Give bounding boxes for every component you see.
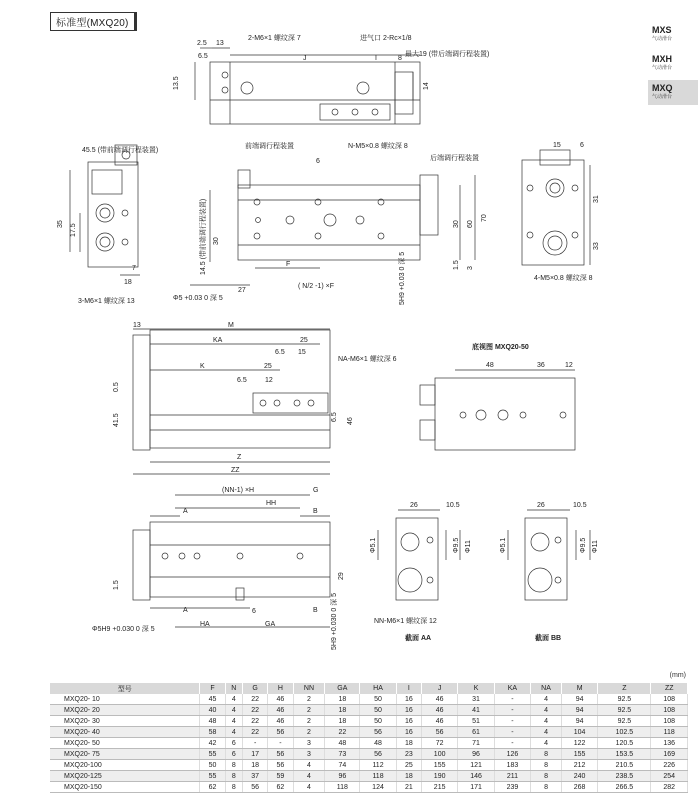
table-cell: 46 bbox=[268, 705, 293, 716]
dim-30b: 30 bbox=[453, 220, 460, 228]
table-cell-model: MXQ20-100 bbox=[50, 760, 200, 771]
dim-m-6-5: 6.5 bbox=[275, 349, 285, 356]
table-cell: 48 bbox=[200, 716, 225, 727]
table-cell: 56 bbox=[268, 760, 293, 771]
dim-aa-26: 26 bbox=[410, 502, 418, 509]
col-NA: NA bbox=[531, 683, 562, 694]
dim-13: 13 bbox=[216, 40, 224, 47]
table-cell: 50 bbox=[360, 716, 396, 727]
table-cell: 22 bbox=[243, 716, 268, 727]
dim-l-G: G bbox=[313, 487, 319, 494]
side-view-mid bbox=[113, 322, 397, 474]
table-cell: 6 bbox=[225, 749, 242, 760]
note-l-5h9: 5H9 +0.030 0 深 5 bbox=[331, 592, 338, 650]
table-cell: 4 bbox=[293, 760, 325, 771]
table-cell: - bbox=[494, 716, 530, 727]
dim-m-25b: 25 bbox=[264, 363, 272, 370]
note-m-na: NA-M6×1 螺纹深 6 bbox=[338, 356, 397, 363]
table-row bbox=[50, 760, 688, 771]
dim-r-15: 15 bbox=[553, 142, 561, 149]
table-cell: 238.5 bbox=[598, 771, 651, 782]
dim-m-41-5: 41.5 bbox=[113, 413, 120, 427]
table-cell: 3 bbox=[293, 749, 325, 760]
table-cell: - bbox=[494, 694, 530, 705]
table-cell: 239 bbox=[494, 782, 530, 793]
table-cell: 73 bbox=[325, 749, 360, 760]
col-M: M bbox=[561, 683, 597, 694]
tab-mxh-code: MXH bbox=[652, 54, 672, 64]
dim-1-5: 1.5 bbox=[453, 260, 460, 270]
section-bb-title: 截面 BB bbox=[535, 635, 562, 642]
table-cell: 136 bbox=[651, 738, 688, 749]
table-cell: 23 bbox=[396, 749, 421, 760]
table-cell-model: MXQ20-125 bbox=[50, 771, 200, 782]
table-row bbox=[50, 716, 688, 727]
dim-60: 60 bbox=[467, 220, 474, 228]
dim-J: J bbox=[303, 55, 307, 62]
table-row bbox=[50, 694, 688, 705]
table-cell: 18 bbox=[396, 771, 421, 782]
table-cell: 56 bbox=[268, 727, 293, 738]
table-cell: 254 bbox=[651, 771, 688, 782]
note-aa-nn: NN-M6×1 螺纹深 12 bbox=[374, 618, 437, 625]
table-cell: 104 bbox=[561, 727, 597, 738]
left-side-view bbox=[57, 145, 158, 305]
top-view bbox=[173, 33, 489, 124]
table-cell: 118 bbox=[360, 771, 396, 782]
dim-bb-phi11: Φ11 bbox=[592, 540, 599, 553]
table-cell: 92.5 bbox=[598, 705, 651, 716]
dim-aa-phi5-1: Φ5.1 bbox=[370, 537, 377, 553]
table-cell: 8 bbox=[225, 782, 242, 793]
dim-45-5: 45.5 (带前端调行程装置) bbox=[82, 147, 159, 154]
table-cell: 56 bbox=[243, 782, 268, 793]
table-cell: 3 bbox=[293, 738, 325, 749]
dim-r-31: 31 bbox=[593, 195, 600, 203]
table-cell: 4 bbox=[531, 705, 562, 716]
table-cell: 62 bbox=[268, 782, 293, 793]
table-cell: 62 bbox=[200, 782, 225, 793]
front-view bbox=[173, 141, 488, 305]
table-cell: 122 bbox=[561, 738, 597, 749]
table-cell: 16 bbox=[396, 694, 421, 705]
table-cell: 45 bbox=[200, 694, 225, 705]
table-row bbox=[50, 705, 688, 716]
tab-mxq-code: MXQ bbox=[652, 83, 673, 93]
table-cell: 74 bbox=[325, 760, 360, 771]
table-cell: 268 bbox=[561, 782, 597, 793]
dim-17-5: 17.5 bbox=[70, 223, 77, 237]
dim-F: F bbox=[286, 261, 291, 268]
table-cell: 18 bbox=[325, 694, 360, 705]
dim-l-B: B bbox=[313, 508, 318, 515]
section-aa bbox=[370, 502, 472, 642]
table-cell: 2 bbox=[293, 716, 325, 727]
dim-14-5: 14.5 (带前端调行程装置) bbox=[200, 198, 207, 275]
note-left-m6: 3-M6×1 螺纹深 13 bbox=[78, 298, 135, 305]
table-cell: 112 bbox=[360, 760, 396, 771]
table-cell: - bbox=[494, 705, 530, 716]
table-cell: 18 bbox=[325, 705, 360, 716]
table-cell: 46 bbox=[421, 694, 457, 705]
table-cell: 118 bbox=[651, 727, 688, 738]
table-cell: 153.5 bbox=[598, 749, 651, 760]
table-cell: 118 bbox=[325, 782, 360, 793]
table-cell: 51 bbox=[458, 716, 494, 727]
table-cell: 2 bbox=[293, 694, 325, 705]
dim-m-25: 25 bbox=[300, 337, 308, 344]
table-cell: 59 bbox=[268, 771, 293, 782]
table-cell: 46 bbox=[268, 716, 293, 727]
dim-8: 8 bbox=[398, 55, 402, 62]
table-cell: 56 bbox=[421, 727, 457, 738]
table-cell: 92.5 bbox=[598, 694, 651, 705]
tab-mxs-code: MXS bbox=[652, 25, 672, 35]
table-cell: 8 bbox=[531, 782, 562, 793]
table-cell: 6 bbox=[225, 738, 242, 749]
note-phi5: Φ5 +0.03 0 深 5 bbox=[173, 295, 223, 302]
dim-r-6: 6 bbox=[580, 142, 584, 149]
dim-bb-phi5-1: Φ5.1 bbox=[500, 537, 507, 553]
table-cell: 4 bbox=[531, 727, 562, 738]
table-cell-model: MXQ20- 10 bbox=[50, 694, 200, 705]
table-row bbox=[50, 771, 688, 782]
top-body bbox=[210, 62, 420, 124]
table-cell: 37 bbox=[243, 771, 268, 782]
dim-27: 27 bbox=[238, 287, 246, 294]
dim-35: 35 bbox=[57, 220, 64, 228]
table-cell: 4 bbox=[293, 771, 325, 782]
table-cell: 17 bbox=[243, 749, 268, 760]
table-cell-model: MXQ20- 50 bbox=[50, 738, 200, 749]
table-cell: 8 bbox=[225, 771, 242, 782]
table-cell: 50 bbox=[360, 694, 396, 705]
section-aa-title: 截面 AA bbox=[405, 635, 432, 642]
table-cell: 4 bbox=[225, 694, 242, 705]
table-cell: 4 bbox=[531, 716, 562, 727]
table-cell-model: MXQ20- 30 bbox=[50, 716, 200, 727]
note-n-formula: ( N/2 -1) ×F bbox=[298, 283, 334, 290]
table-cell: 121 bbox=[458, 760, 494, 771]
table-cell: 96 bbox=[325, 771, 360, 782]
table-cell: 48 bbox=[325, 738, 360, 749]
dim-6-front: 6 bbox=[316, 158, 320, 165]
dim-l-A: A bbox=[183, 508, 188, 515]
dim-m-46: 46 bbox=[347, 417, 354, 425]
table-cell: 40 bbox=[200, 705, 225, 716]
table-cell: 31 bbox=[458, 694, 494, 705]
table-cell: 190 bbox=[421, 771, 457, 782]
table-cell: 46 bbox=[421, 705, 457, 716]
table-cell: 210.5 bbox=[598, 760, 651, 771]
dim-l-B2: B bbox=[313, 607, 318, 614]
col-J: J bbox=[421, 683, 457, 694]
table-cell: 21 bbox=[396, 782, 421, 793]
table-cell: - bbox=[243, 738, 268, 749]
table-cell: 226 bbox=[651, 760, 688, 771]
table-cell: 41 bbox=[458, 705, 494, 716]
table-cell: 215 bbox=[421, 782, 457, 793]
dim-2-5: 2.5 bbox=[197, 40, 207, 47]
col-K: K bbox=[458, 683, 494, 694]
note-rear-adj: 后端调行程装置 bbox=[430, 155, 479, 162]
dim-l-29: 29 bbox=[338, 572, 345, 580]
table-cell: 96 bbox=[458, 749, 494, 760]
spec-table-header bbox=[50, 683, 688, 694]
col-KA: KA bbox=[494, 683, 530, 694]
table-row bbox=[50, 738, 688, 749]
top-port-hole bbox=[241, 82, 253, 94]
bottom-view-title: 底视图 MXQ20-50 bbox=[472, 344, 529, 351]
dim-bb-phi9-5: Φ9.5 bbox=[580, 537, 587, 553]
bottom-view bbox=[420, 342, 575, 450]
table-cell: 124 bbox=[360, 782, 396, 793]
table-row bbox=[50, 782, 688, 793]
table-cell: 16 bbox=[396, 727, 421, 738]
note-5h9: 5H9 +0.03 0 深 5 bbox=[399, 251, 406, 305]
tab-mxs-sub: 气动滑台 bbox=[652, 36, 673, 42]
dim-70: 70 bbox=[481, 214, 488, 222]
page-title: 标准型(MXQ20) bbox=[50, 12, 137, 31]
dim-m-6-5b: 6.5 bbox=[237, 377, 247, 384]
col-ZZ: ZZ bbox=[651, 683, 688, 694]
col-G: G bbox=[243, 683, 268, 694]
dim-l-HH: HH bbox=[266, 500, 277, 507]
dim-l-1-5: 1.5 bbox=[113, 580, 120, 590]
table-cell: 4 bbox=[225, 727, 242, 738]
dim-m-15: 15 bbox=[298, 349, 306, 356]
table-cell: 22 bbox=[243, 705, 268, 716]
table-cell: 25 bbox=[396, 760, 421, 771]
dim-l-A2: A bbox=[183, 607, 188, 614]
table-cell: 8 bbox=[531, 760, 562, 771]
table-cell: 108 bbox=[651, 705, 688, 716]
table-cell: 56 bbox=[360, 727, 396, 738]
col-model: 型号 bbox=[50, 683, 200, 694]
dim-14: 14 bbox=[423, 82, 430, 90]
dim-13-5: 13.5 bbox=[173, 76, 180, 90]
table-cell: 55 bbox=[200, 749, 225, 760]
table-cell: 18 bbox=[396, 738, 421, 749]
dim-l-nnh: (NN-1) ×H bbox=[222, 487, 255, 494]
table-cell: 108 bbox=[651, 694, 688, 705]
table-cell: 94 bbox=[561, 705, 597, 716]
table-cell: - bbox=[494, 738, 530, 749]
lower-side-view bbox=[92, 487, 345, 650]
dim-30: 30 bbox=[213, 237, 220, 245]
dim-m-ZZ: ZZ bbox=[231, 467, 240, 474]
col-I: I bbox=[396, 683, 421, 694]
table-cell: 266.5 bbox=[598, 782, 651, 793]
table-cell: 55 bbox=[200, 771, 225, 782]
table-cell: 126 bbox=[494, 749, 530, 760]
table-cell: 171 bbox=[458, 782, 494, 793]
col-F: F bbox=[200, 683, 225, 694]
note-top-m6: 2-M6×1 螺纹深 7 bbox=[248, 35, 301, 42]
col-H: H bbox=[268, 683, 293, 694]
table-cell: 50 bbox=[360, 705, 396, 716]
table-cell: 102.5 bbox=[598, 727, 651, 738]
table-cell: 94 bbox=[561, 694, 597, 705]
table-cell: 61 bbox=[458, 727, 494, 738]
dim-l-HA: HA bbox=[200, 621, 210, 628]
dim-m-M: M bbox=[228, 322, 234, 329]
table-cell: 46 bbox=[268, 694, 293, 705]
note-front-adj: 前端调行程装置 bbox=[245, 143, 294, 150]
table-cell: 18 bbox=[325, 716, 360, 727]
spec-table bbox=[50, 683, 688, 793]
note-top-port: 进气口 2-Rc×1/8 bbox=[360, 35, 412, 42]
table-cell-model: MXQ20- 40 bbox=[50, 727, 200, 738]
table-cell: 16 bbox=[396, 705, 421, 716]
dim-3: 3 bbox=[467, 266, 474, 270]
dim-aa-10-5: 10.5 bbox=[446, 502, 460, 509]
table-cell: 48 bbox=[360, 738, 396, 749]
dim-I: I bbox=[375, 55, 377, 62]
table-cell-model: MXQ20- 75 bbox=[50, 749, 200, 760]
dim-m-13: 13 bbox=[133, 322, 141, 329]
table-cell: 72 bbox=[421, 738, 457, 749]
table-cell: 2 bbox=[293, 705, 325, 716]
table-cell-model: MXQ20-150 bbox=[50, 782, 200, 793]
table-cell: - bbox=[494, 727, 530, 738]
table-cell: 183 bbox=[494, 760, 530, 771]
table-cell: 100 bbox=[421, 749, 457, 760]
table-cell: 92.5 bbox=[598, 716, 651, 727]
table-cell: 2 bbox=[293, 727, 325, 738]
dim-6-5: 6.5 bbox=[198, 53, 208, 60]
dim-b-12: 12 bbox=[565, 362, 573, 369]
table-cell: 4 bbox=[225, 716, 242, 727]
table-cell: 71 bbox=[458, 738, 494, 749]
table-cell: 4 bbox=[531, 694, 562, 705]
table-cell: - bbox=[268, 738, 293, 749]
table-cell: 22 bbox=[243, 727, 268, 738]
dim-b-36: 36 bbox=[537, 362, 545, 369]
right-end-view bbox=[522, 142, 600, 282]
dim-l-GA: GA bbox=[265, 621, 276, 628]
dim-7: 7 bbox=[132, 265, 136, 272]
table-cell: 155 bbox=[421, 760, 457, 771]
table-cell: 212 bbox=[561, 760, 597, 771]
table-cell: 22 bbox=[325, 727, 360, 738]
table-cell: 155 bbox=[561, 749, 597, 760]
table-row bbox=[50, 727, 688, 738]
tab-mxq-sub: 气动滑台 bbox=[652, 94, 673, 100]
dim-m-KA: KA bbox=[213, 337, 223, 344]
table-cell: 146 bbox=[458, 771, 494, 782]
table-cell: 4 bbox=[225, 705, 242, 716]
table-cell: 56 bbox=[268, 749, 293, 760]
table-cell: 120.5 bbox=[598, 738, 651, 749]
table-cell: 50 bbox=[200, 760, 225, 771]
table-cell: 22 bbox=[243, 694, 268, 705]
table-cell: 8 bbox=[531, 771, 562, 782]
dim-aa-phi9-5: Φ9.5 bbox=[453, 537, 460, 553]
table-cell: 169 bbox=[651, 749, 688, 760]
table-cell: 282 bbox=[651, 782, 688, 793]
table-cell: 240 bbox=[561, 771, 597, 782]
table-cell: 8 bbox=[225, 760, 242, 771]
table-cell: 4 bbox=[531, 738, 562, 749]
dim-r-33: 33 bbox=[593, 242, 600, 250]
dim-m-12: 12 bbox=[265, 377, 273, 384]
dim-bb-10-5: 10.5 bbox=[573, 502, 587, 509]
section-bb bbox=[500, 502, 599, 642]
col-HA: HA bbox=[360, 683, 396, 694]
table-cell: 4 bbox=[293, 782, 325, 793]
dim-m-Z: Z bbox=[237, 454, 242, 461]
dim-l-6: 6 bbox=[252, 608, 256, 615]
note-top-max19: 最大19 (带后端调行程装置) bbox=[405, 51, 490, 58]
table-cell: 16 bbox=[396, 716, 421, 727]
table-cell: 94 bbox=[561, 716, 597, 727]
table-cell: 46 bbox=[421, 716, 457, 727]
dim-m-0-5: 0.5 bbox=[113, 382, 120, 392]
table-unit: (mm) bbox=[669, 672, 686, 679]
dim-bb-26: 26 bbox=[537, 502, 545, 509]
note-r-m4: 4-M5×0.8 螺纹深 8 bbox=[534, 275, 593, 282]
col-GA: GA bbox=[325, 683, 360, 694]
tab-mxh-sub: 气动滑台 bbox=[652, 65, 673, 71]
top-port-hole-2 bbox=[357, 82, 369, 94]
note-l-phi5h9: Φ5H9 +0.030 0 深 5 bbox=[92, 626, 155, 633]
table-cell: 42 bbox=[200, 738, 225, 749]
col-N: N bbox=[225, 683, 242, 694]
table-cell: 8 bbox=[531, 749, 562, 760]
dim-b-48: 48 bbox=[486, 362, 494, 369]
table-cell: 58 bbox=[200, 727, 225, 738]
col-Z: Z bbox=[598, 683, 651, 694]
dim-m-K: K bbox=[200, 363, 205, 370]
dim-m-6-5c: 6.5 bbox=[331, 412, 338, 422]
dim-18: 18 bbox=[124, 279, 132, 286]
table-row bbox=[50, 749, 688, 760]
table-cell: 108 bbox=[651, 716, 688, 727]
table-cell: 211 bbox=[494, 771, 530, 782]
note-nm5: N-M5×0.8 螺纹深 8 bbox=[348, 143, 408, 150]
table-cell-model: MXQ20- 20 bbox=[50, 705, 200, 716]
col-NN: NN bbox=[293, 683, 325, 694]
dim-aa-phi11: Φ11 bbox=[465, 540, 472, 553]
table-cell: 18 bbox=[243, 760, 268, 771]
table-cell: 56 bbox=[360, 749, 396, 760]
